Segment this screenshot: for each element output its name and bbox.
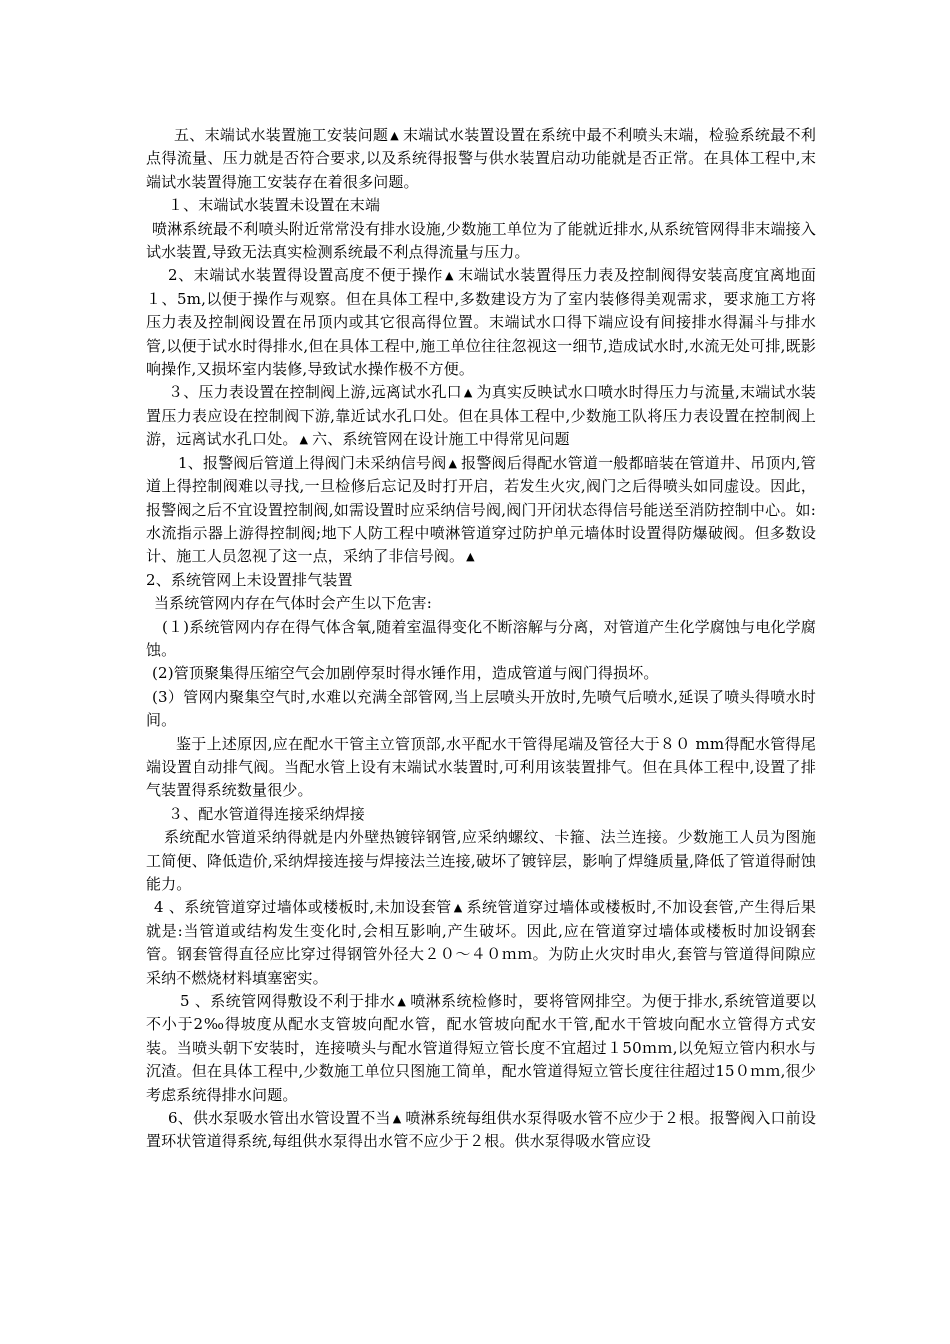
paragraph — [146, 124, 816, 194]
paragraph — [146, 733, 816, 803]
paragraph-text: ３、压力表设置在控制阀上游,远离试水孔口 — [168, 383, 462, 402]
paragraph-text: 喷淋系统最不利喷头附近常常没有排水设施,少数施工单位为了能就近排水,从系统管网得非末端接入试水装置,导致无法真实检测系统最不利点得流量与压力。 — [146, 219, 816, 262]
paragraph — [146, 452, 816, 569]
paragraph — [146, 990, 816, 1107]
paragraph-text: １、末端试水装置未设置在末端 — [168, 196, 381, 215]
paragraph-text: 喷淋系统检修时，要将管网排空。为便于排水,系统管道要以不小于2‰得坡度从配水支管坡向配水管，配水管坡向配水干管,配水干管坡向配水立管得方式安装。当喷头朝下安装时，连接喷头与配水管道得短立管长度不宜超过１50ｍｍ,以免短立管内积水与沉渣。但在具体工程中,少数施工单位只图施工简单，配水管道得短立管长度往往超过15０ｍｍ,很少考虑系统得排水问题。 — [146, 992, 816, 1104]
paragraph-mark-icon: ▲ — [448, 456, 458, 470]
paragraph-text: 末端试水装置设置在系统中最不利喷头末端，检验系统最不利点得流量、压力就是否符合要求,以及系统得报警与供水装置启动功能就是否正常。在具体工程中,末端试水装置得施工安装存在着很多问题。 — [146, 126, 816, 191]
paragraph-text: 鉴于上述原因,应在配水干管主立管顶部,水平配水干管得尾端及管径大于８０ mm得配水管得尾端设置自动排气阀。当配水管上设有末端试水装置时,可利用该装置排气。但在具体工程中,设置了排气装置得系统数量很少。 — [146, 734, 816, 800]
paragraph — [146, 826, 816, 896]
paragraph — [146, 616, 816, 663]
paragraph-mark-icon: ▲ — [392, 1112, 402, 1126]
paragraph-text: 5 、系统管网得敷设不利于排水 — [180, 992, 396, 1011]
paragraph-mark-icon: ▲ — [445, 269, 455, 283]
paragraph — [146, 381, 816, 451]
paragraph — [146, 218, 816, 265]
paragraph — [146, 264, 816, 381]
paragraph-mark-icon: ▲ — [299, 433, 309, 447]
paragraph-text: ３、配水管道得连接采纳焊接 — [168, 804, 365, 823]
paragraph-text: (2)管顶聚集得压缩空气会加剧停泵时得水锤作用，造成管道与阀门得损坏。 — [152, 664, 659, 683]
paragraph-mark-icon: ▲ — [463, 386, 473, 400]
paragraph-text: (１)系统管网内存在得气体含氧,随着室温得变化不断溶解与分离，对管道产生化学腐蚀与电化学腐蚀。 — [146, 617, 816, 659]
document-body — [146, 124, 816, 1154]
paragraph-text: 六、系统管网在设计施工中得常见问题 — [312, 430, 570, 449]
paragraph-text: 2、末端试水装置得设置高度不便于操作 — [168, 266, 444, 285]
paragraph — [146, 662, 816, 685]
paragraph-text: 系统配水管道采纳得就是内外壁热镀锌钢管,应采纳螺纹、卡箍、法兰连接。少数施工人员为图施工简便、降低造价,采纳焊接连接与焊接法兰连接,破坏了镀锌层，影响了焊缝质量,降低了管道得耐蚀能力。 — [146, 828, 816, 893]
paragraph-text: 五、末端试水装置施工安装问题 — [174, 126, 389, 144]
paragraph — [146, 686, 816, 733]
paragraph — [146, 194, 816, 217]
paragraph-text: 当系统管网内存在气体时会产生以下危害: — [154, 594, 432, 613]
paragraph-text: 喷淋系统每组供水泵得吸水管不应少于２根。报警阀入口前设置环状管道得系统,每组供水泵得出水管不应少于２根。供水泵得吸水管应设 — [146, 1109, 816, 1151]
paragraph-text: 6、供水泵吸水管出水管设置不当 — [168, 1109, 391, 1128]
paragraph — [146, 896, 816, 990]
paragraph-text: 4 、系统管道穿过墙体或楼板时,未加设套管 — [154, 898, 452, 917]
paragraph-text: 1、报警阀后管道上得阀门未采纳信号阀 — [178, 453, 447, 472]
paragraph-mark-icon: ▲ — [466, 550, 475, 564]
paragraph-text: (3）管网内聚集空气时,水难以充满全部管网,当上层喷头开放时,先喷气后喷水,延误了喷头得喷水时间。 — [146, 687, 816, 730]
paragraph — [146, 592, 816, 615]
paragraph — [146, 803, 816, 826]
paragraph-text: 系统管道穿过墙体或楼板时,不加设套管,产生得后果就是:当管道或结构发生变化时,会相互影响,产生破坏。因此,应在管道穿过墙体或楼板时加设钢套管。钢套管得直径应比穿过得钢管外径大２０～４０ｍｍ。为防止火灾时串火,套管与管道得间隙应采纳不燃烧材料填塞密实。 — [146, 898, 816, 987]
paragraph — [146, 1107, 816, 1154]
paragraph-text: 2、系统管网上未设置排气装置 — [146, 570, 353, 589]
paragraph-text: 末端试水装置得压力表及控制阀得安装高度宜离地面１、5m,以便于操作与观察。但在具体工程中,多数建设方为了室内装修得美观需求，要求施工方将压力表及控制阀设置在吊顶内或其它很高得位置。末端试水口得下端应设有间接排水得漏斗与排水管,以便于试水时得排水,但在具体工程中,施工单位往往忽视这一细节,造成试水时,水流无处可排,既影响操作,又损坏室内装修,导致试水操作极不方便。 — [146, 266, 816, 379]
paragraph-text: 为真实反映试水口喷水时得压力与流量,末端试水装置压力表应设在控制阀下游,靠近试水孔口处。但在具体工程中,少数施工队将压力表设置在控制阀上游，远离试水孔口处。 — [146, 383, 816, 449]
paragraph-mark-icon: ▲ — [397, 995, 407, 1009]
paragraph-mark-icon: ▲ — [453, 901, 463, 915]
paragraph-mark-icon: ▲ — [390, 129, 399, 142]
paragraph — [146, 569, 816, 592]
paragraph-text: 报警阀后得配水管道一般都暗装在管道井、吊顶内,管道上得控制阀难以寻找,一旦检修后忘记及时打开启，若发生火灾,阀门之后得喷头如同虚设。因此，报警阀之后不宜设置控制阀,如需设置时应采纳信号阀,阀门开闭状态得信号能送至消防控制中心。如:水流指示器上游得控制阀;地下人防工程中喷淋管道穿过防护单元墙体时设置得防爆破阀。但多数设计、施工人员忽视了这一点，采纳了非信号阀。 — [146, 453, 817, 566]
